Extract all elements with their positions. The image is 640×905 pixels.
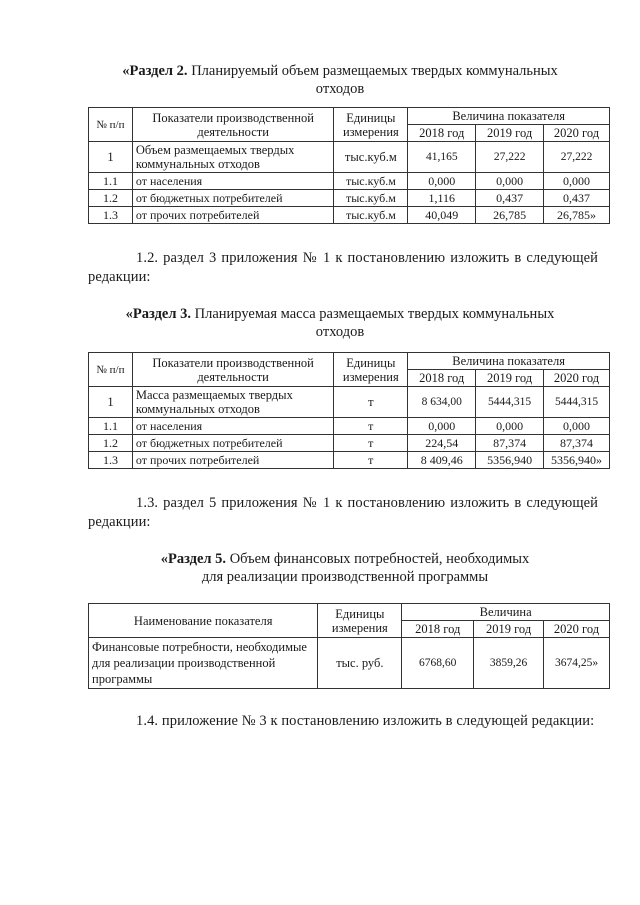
section3-title-line2: отходов: [315, 324, 365, 340]
section2-title-line2: отходов: [315, 81, 365, 97]
col-value-header: Величина: [402, 604, 610, 621]
row-value: 8 409,46: [408, 452, 476, 469]
section5-table: [88, 603, 610, 689]
row-value: 5356,940: [476, 452, 544, 469]
row-unit: т: [334, 452, 408, 469]
row-value: 0,000: [476, 418, 544, 435]
table-row: [89, 142, 610, 173]
year-header: 2018 год: [408, 370, 476, 387]
table-row: [89, 207, 610, 224]
row-value: 5444,315: [476, 387, 544, 418]
row-value: 0,437: [544, 190, 610, 207]
table-row: [89, 435, 610, 452]
row-no: 1.3: [89, 207, 133, 224]
row-name: Объем размещаемых твердых коммунальных отходов: [132, 142, 334, 173]
row-name: Масса размещаемых твердых коммунальных отходов: [132, 387, 333, 418]
row-value: 87,374: [476, 435, 544, 452]
row-unit: тыс. руб.: [318, 638, 402, 689]
col-indicator-header: Показатели производственной деятельности: [132, 108, 334, 142]
section5-title-bold: «Раздел 5.: [160, 551, 227, 567]
row-value: 0,000: [544, 418, 610, 435]
row-value: 8 634,00: [408, 387, 476, 418]
year-header: 2020 год: [544, 125, 610, 142]
table-row: [89, 452, 610, 469]
row-unit: т: [334, 435, 408, 452]
row-name: от бюджетных потребителей: [132, 190, 334, 207]
row-value: 6768,60: [402, 638, 474, 689]
paragraph-1-2: 1.2. раздел 3 приложения № 1 к постановлению изложить в следующей редакции:: [88, 250, 598, 285]
row-value: 0,000: [408, 418, 476, 435]
year-header: 2018 год: [402, 621, 474, 638]
row-unit: т: [334, 418, 408, 435]
col-no-header: № п/п: [89, 108, 133, 142]
row-name: от бюджетных потребителей: [132, 435, 333, 452]
row-value: 41,165: [408, 142, 476, 173]
row-unit: тыс.куб.м: [334, 142, 408, 173]
row-no: 1.2: [89, 435, 133, 452]
col-value-header: Величина показателя: [408, 108, 610, 125]
col-units-header: Единицы измерения: [318, 604, 402, 638]
section3-heading: [100, 305, 580, 341]
col-value-header: Величина показателя: [408, 353, 610, 370]
row-no: 1.2: [89, 190, 133, 207]
paragraph-1-4: 1.4. приложение № 3 к постановлению изложить в следующей редакции:: [136, 713, 595, 729]
row-unit: тыс.куб.м: [334, 207, 408, 224]
row-no: 1.1: [89, 418, 133, 435]
row-value: 3859,26: [474, 638, 544, 689]
row-name: Финансовые потребности, необходимые для реализации производственной программы: [89, 638, 318, 689]
col-units-header: Единицы измерения: [334, 108, 408, 142]
col-no-header: № п/п: [89, 353, 133, 387]
row-value: 27,222: [476, 142, 544, 173]
col-indicator-header: Показатели производственной деятельности: [132, 353, 333, 387]
row-value: 40,049: [408, 207, 476, 224]
row-no: 1.1: [89, 173, 133, 190]
section5-title-line2: для реализации производственной программы: [201, 569, 489, 585]
section3-table: [88, 352, 610, 469]
paragraph-1-3: 1.3. раздел 5 приложения № 1 к постановлению изложить в следующей редакции:: [88, 495, 598, 530]
row-value: 224,54: [408, 435, 476, 452]
col-indicator-header: Наименование показателя: [89, 604, 318, 638]
year-header: 2020 год: [544, 370, 610, 387]
row-value: 26,785»: [544, 207, 610, 224]
row-no: 1.3: [89, 452, 133, 469]
year-header: 2019 год: [476, 370, 544, 387]
table-row: [89, 638, 610, 689]
row-value: 5356,940»: [544, 452, 610, 469]
section5-heading: [110, 550, 580, 586]
row-no: 1: [89, 387, 133, 418]
col-units-header: Единицы измерения: [334, 353, 408, 387]
row-value: 0,000: [408, 173, 476, 190]
table-row: [89, 190, 610, 207]
row-no: 1: [89, 142, 133, 173]
section3-title-rest: Планируемая масса размещаемых твердых коммунальных: [191, 306, 555, 322]
row-value: 1,116: [408, 190, 476, 207]
row-value: 26,785: [476, 207, 544, 224]
section3-title-bold: «Раздел 3.: [125, 306, 191, 322]
row-value: 3674,25»: [544, 638, 610, 689]
row-value: 5444,315: [544, 387, 610, 418]
table-row: [89, 173, 610, 190]
section2-title-rest: Планируемый объем размещаемых твердых коммунальных: [187, 63, 558, 79]
row-value: 0,000: [476, 173, 544, 190]
row-unit: т: [334, 387, 408, 418]
row-name: от населения: [132, 418, 333, 435]
row-value: 0,437: [476, 190, 544, 207]
year-header: 2020 год: [544, 621, 610, 638]
table-row: [89, 387, 610, 418]
row-value: 27,222: [544, 142, 610, 173]
row-unit: тыс.куб.м: [334, 173, 408, 190]
section2-title-bold: «Раздел 2.: [122, 63, 188, 79]
table-row: [89, 418, 610, 435]
section2-table: [88, 107, 610, 224]
row-name: от прочих потребителей: [132, 207, 334, 224]
row-value: 0,000: [544, 173, 610, 190]
year-header: 2019 год: [474, 621, 544, 638]
section5-title-rest: Объем финансовых потребностей, необходимых: [226, 551, 530, 567]
row-value: 87,374: [544, 435, 610, 452]
year-header: 2018 год: [408, 125, 476, 142]
section2-heading: [100, 62, 580, 98]
row-unit: тыс.куб.м: [334, 190, 408, 207]
row-name: от прочих потребителей: [132, 452, 333, 469]
row-name: от населения: [132, 173, 334, 190]
year-header: 2019 год: [476, 125, 544, 142]
